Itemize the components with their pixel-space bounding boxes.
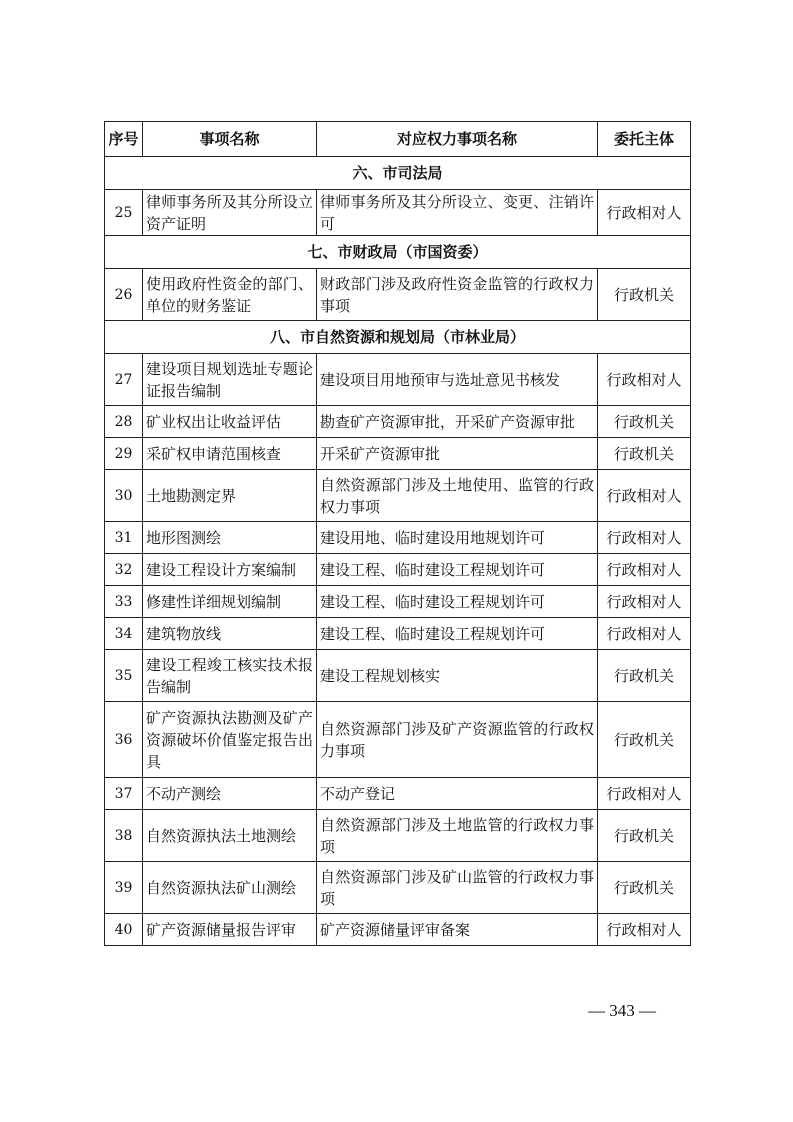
section-row bbox=[105, 321, 691, 354]
entrust-subject: 行政机关 bbox=[598, 406, 691, 438]
row-number: 33 bbox=[105, 586, 143, 618]
table-row bbox=[105, 554, 691, 586]
power-name: 自然资源部门涉及土地使用、监管的行政权力事项 bbox=[317, 470, 598, 522]
header-power: 对应权力事项名称 bbox=[317, 122, 598, 157]
power-name: 勘查矿产资源审批，开采矿产资源审批 bbox=[317, 406, 598, 438]
section-title: 六、市司法局 bbox=[105, 157, 691, 190]
row-number: 32 bbox=[105, 554, 143, 586]
row-number: 34 bbox=[105, 618, 143, 650]
table-row bbox=[105, 650, 691, 702]
table-row bbox=[105, 618, 691, 650]
power-name: 不动产登记 bbox=[317, 778, 598, 810]
section-title: 八、市自然资源和规划局（市林业局） bbox=[105, 321, 691, 354]
power-name: 自然资源部门涉及矿产资源监管的行政权力事项 bbox=[317, 702, 598, 778]
table-header-row bbox=[105, 122, 691, 157]
item-name: 自然资源执法土地测绘 bbox=[143, 810, 317, 862]
row-number: 38 bbox=[105, 810, 143, 862]
row-number: 28 bbox=[105, 406, 143, 438]
row-number: 35 bbox=[105, 650, 143, 702]
power-name: 建设用地、临时建设用地规划许可 bbox=[317, 522, 598, 554]
entrust-subject: 行政相对人 bbox=[598, 618, 691, 650]
item-name: 自然资源执法矿山测绘 bbox=[143, 862, 317, 914]
header-item: 事项名称 bbox=[143, 122, 317, 157]
item-name: 土地勘测定界 bbox=[143, 470, 317, 522]
power-name: 建设工程、临时建设工程规划许可 bbox=[317, 586, 598, 618]
power-name: 开采矿产资源审批 bbox=[317, 438, 598, 470]
power-name: 自然资源部门涉及矿山监管的行政权力事项 bbox=[317, 862, 598, 914]
entrust-subject: 行政机关 bbox=[598, 702, 691, 778]
table-row bbox=[105, 778, 691, 810]
entrust-subject: 行政相对人 bbox=[598, 778, 691, 810]
power-name: 建设工程、临时建设工程规划许可 bbox=[317, 554, 598, 586]
power-name: 财政部门涉及政府性资金监管的行政权力事项 bbox=[317, 269, 598, 321]
row-number: 31 bbox=[105, 522, 143, 554]
power-name: 建设工程规划核实 bbox=[317, 650, 598, 702]
header-no: 序号 bbox=[105, 122, 143, 157]
item-name: 矿产资源执法勘测及矿产资源破坏价值鉴定报告出具 bbox=[143, 702, 317, 778]
table-row bbox=[105, 406, 691, 438]
table-row bbox=[105, 269, 691, 321]
table-row bbox=[105, 438, 691, 470]
entrust-subject: 行政相对人 bbox=[598, 470, 691, 522]
row-number: 26 bbox=[105, 269, 143, 321]
item-name: 修建性详细规划编制 bbox=[143, 586, 317, 618]
entrust-subject: 行政相对人 bbox=[598, 914, 691, 946]
power-name: 自然资源部门涉及土地监管的行政权力事项 bbox=[317, 810, 598, 862]
item-name: 矿业权出让收益评估 bbox=[143, 406, 317, 438]
item-name: 律师事务所及其分所设立资产证明 bbox=[143, 190, 317, 236]
entrustment-table bbox=[104, 121, 691, 946]
row-number: 25 bbox=[105, 190, 143, 236]
item-name: 建设工程竣工核实技术报告编制 bbox=[143, 650, 317, 702]
row-number: 37 bbox=[105, 778, 143, 810]
entrust-subject: 行政机关 bbox=[598, 438, 691, 470]
item-name: 不动产测绘 bbox=[143, 778, 317, 810]
power-name: 矿产资源储量评审备案 bbox=[317, 914, 598, 946]
table-row bbox=[105, 586, 691, 618]
entrust-subject: 行政机关 bbox=[598, 650, 691, 702]
header-entrust: 委托主体 bbox=[598, 122, 691, 157]
item-name: 建设项目规划选址专题论证报告编制 bbox=[143, 354, 317, 406]
entrust-subject: 行政相对人 bbox=[598, 354, 691, 406]
power-name: 建设工程、临时建设工程规划许可 bbox=[317, 618, 598, 650]
table-row bbox=[105, 702, 691, 778]
table-row bbox=[105, 810, 691, 862]
section-row bbox=[105, 236, 691, 269]
row-number: 39 bbox=[105, 862, 143, 914]
entrust-subject: 行政相对人 bbox=[598, 190, 691, 236]
table-row bbox=[105, 354, 691, 406]
item-name: 使用政府性资金的部门、单位的财务鉴证 bbox=[143, 269, 317, 321]
entrust-subject: 行政机关 bbox=[598, 862, 691, 914]
table-row bbox=[105, 862, 691, 914]
entrust-subject: 行政机关 bbox=[598, 269, 691, 321]
table-row bbox=[105, 914, 691, 946]
item-name: 建设工程设计方案编制 bbox=[143, 554, 317, 586]
entrust-subject: 行政相对人 bbox=[598, 554, 691, 586]
item-name: 采矿权申请范围核查 bbox=[143, 438, 317, 470]
entrust-subject: 行政机关 bbox=[598, 810, 691, 862]
table-row bbox=[105, 522, 691, 554]
table-body bbox=[105, 157, 691, 946]
section-title: 七、市财政局（市国资委） bbox=[105, 236, 691, 269]
section-row bbox=[105, 157, 691, 190]
row-number: 27 bbox=[105, 354, 143, 406]
table-row bbox=[105, 190, 691, 236]
page-number: — 343 — bbox=[588, 1001, 656, 1020]
entrust-subject: 行政相对人 bbox=[598, 522, 691, 554]
row-number: 30 bbox=[105, 470, 143, 522]
entrust-subject: 行政相对人 bbox=[598, 586, 691, 618]
row-number: 40 bbox=[105, 914, 143, 946]
row-number: 36 bbox=[105, 702, 143, 778]
item-name: 地形图测绘 bbox=[143, 522, 317, 554]
power-name: 建设项目用地预审与选址意见书核发 bbox=[317, 354, 598, 406]
table-row bbox=[105, 470, 691, 522]
row-number: 29 bbox=[105, 438, 143, 470]
power-name: 律师事务所及其分所设立、变更、注销许可 bbox=[317, 190, 598, 236]
item-name: 建筑物放线 bbox=[143, 618, 317, 650]
item-name: 矿产资源储量报告评审 bbox=[143, 914, 317, 946]
